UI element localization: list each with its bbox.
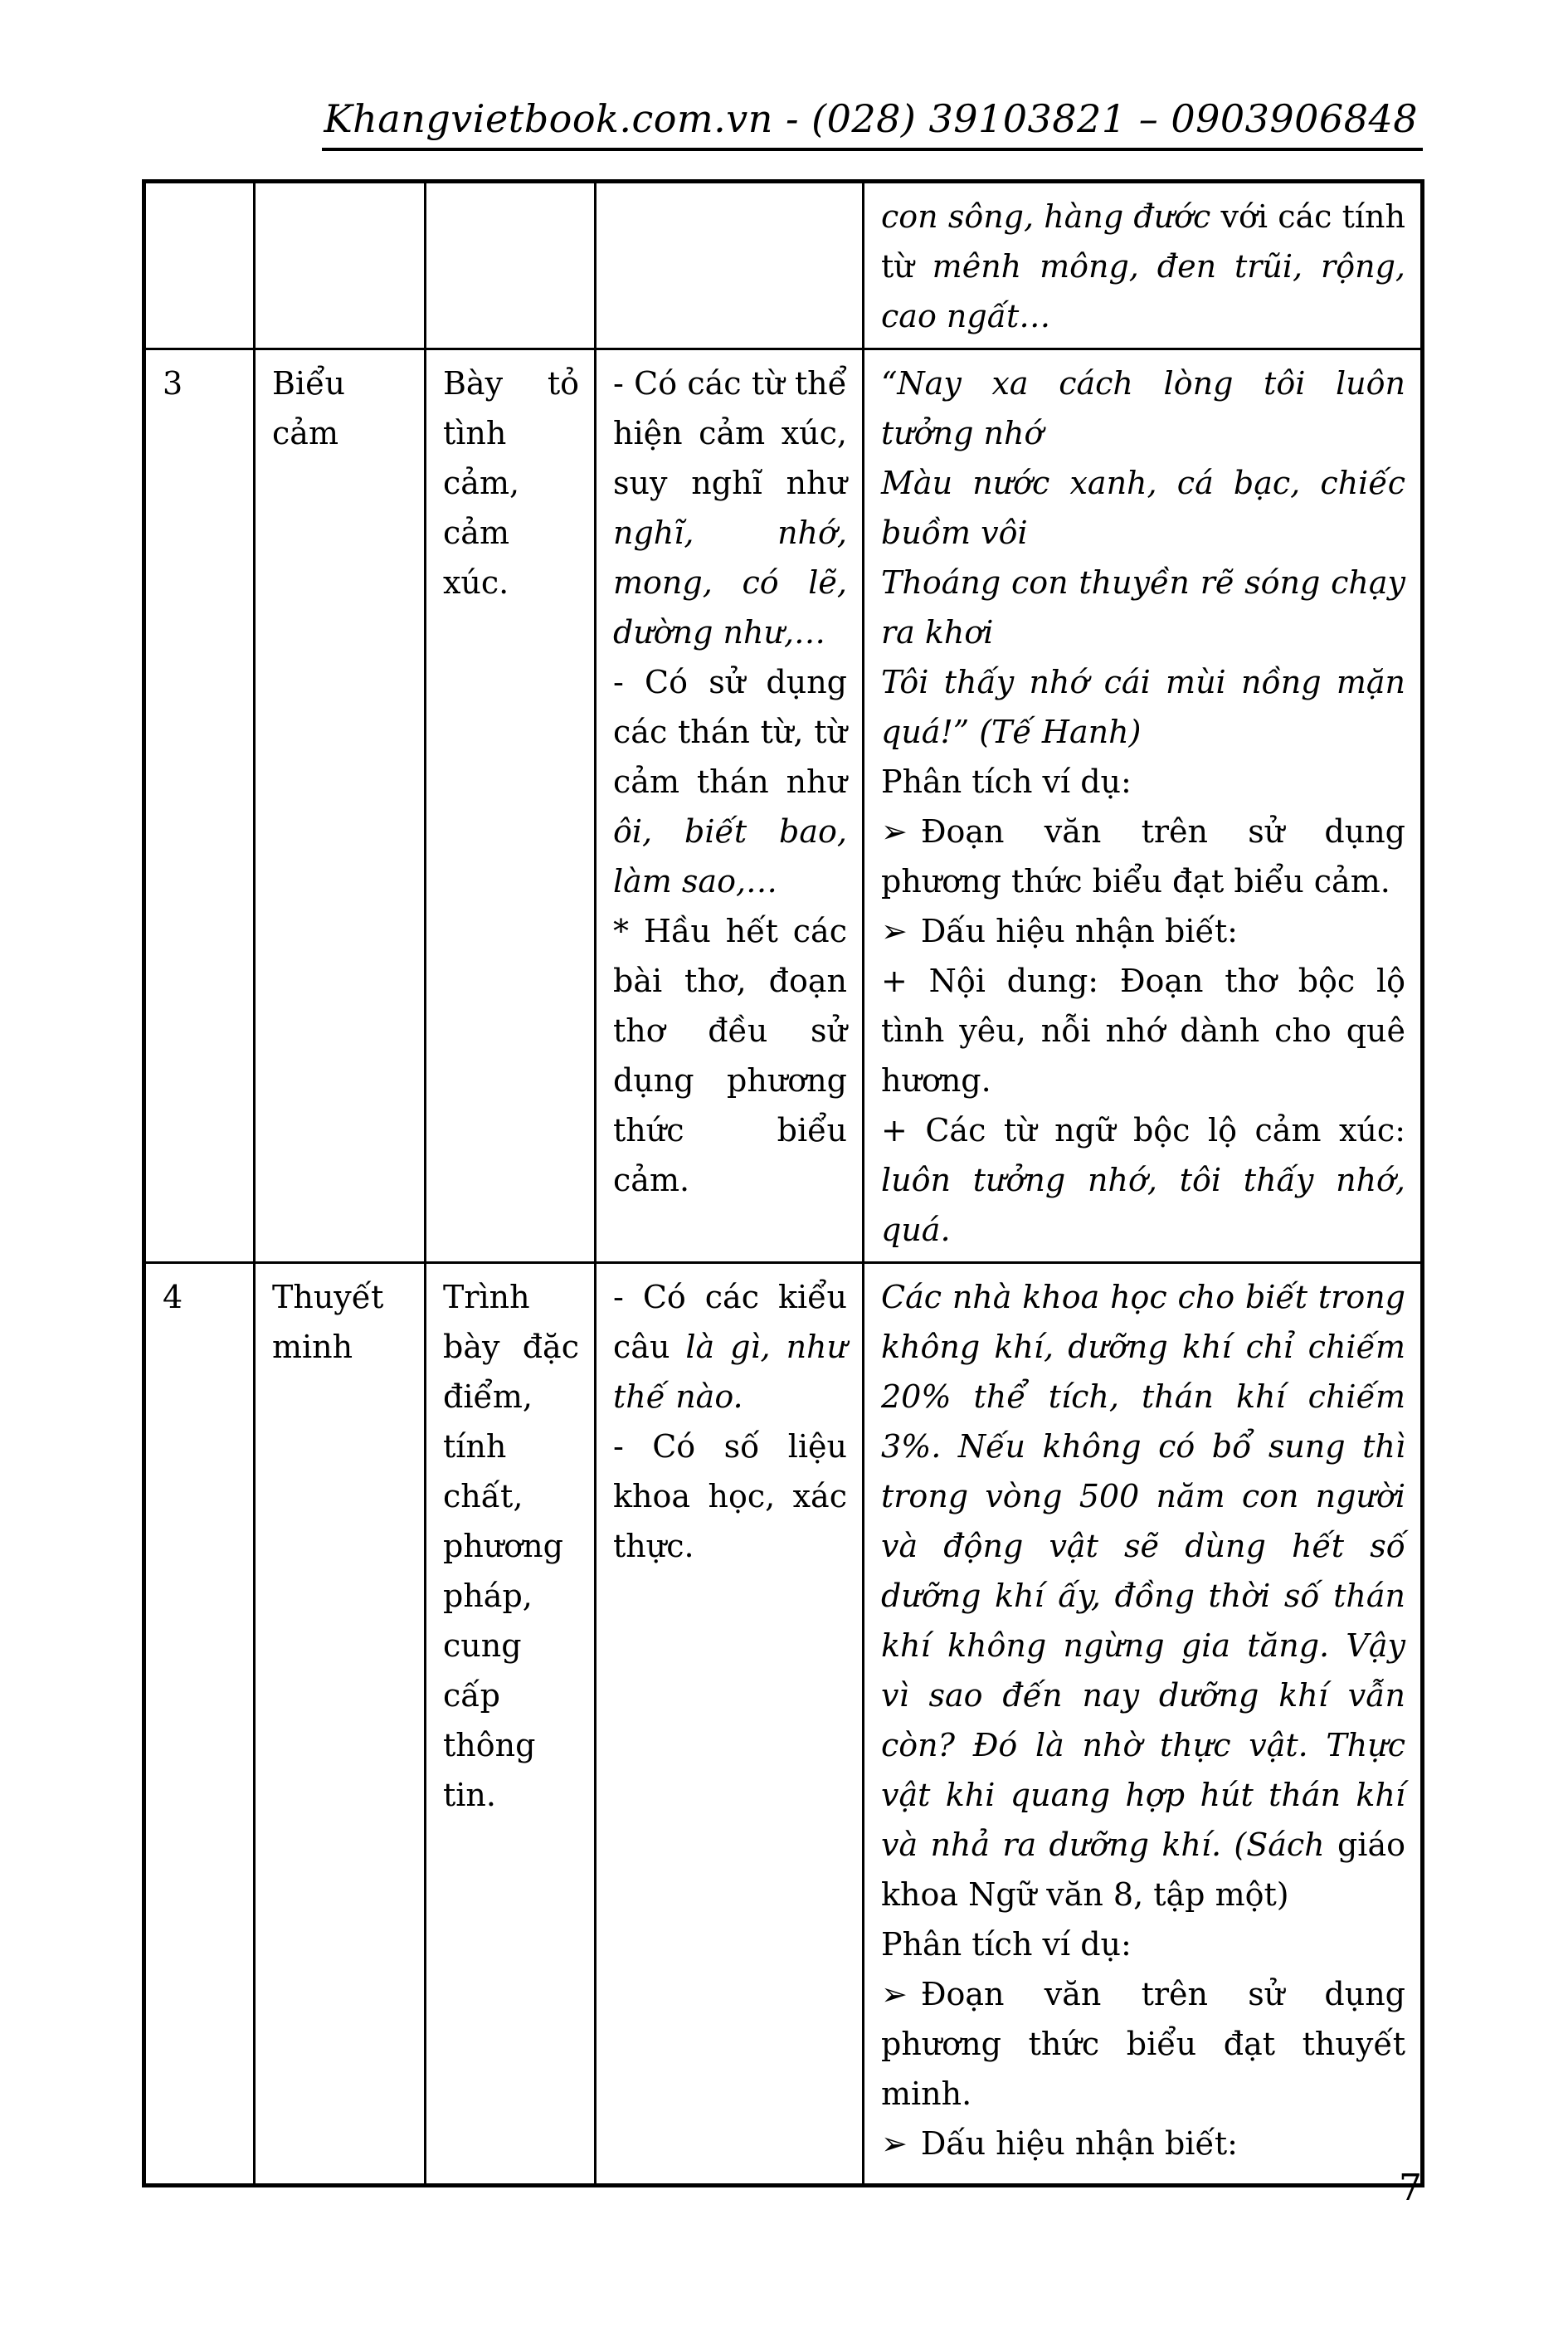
cell-number: 3 (144, 349, 255, 1263)
table-row-thuyet-minh (144, 1263, 1423, 2186)
cell-concept (426, 182, 596, 349)
paragraph (613, 1272, 847, 1422)
paragraph (881, 558, 1405, 657)
text-run: giáo khoa Ngữ văn 8, tập một) (881, 1826, 1405, 1913)
italic-text-run: là gì, như thế nào. (613, 1329, 847, 1415)
cell-mode-name: Biểu cảm (255, 349, 426, 1263)
cell-concept: Trình bày đặc điểm, tính chất, phương pháp, cung cấp thông tin. (426, 1263, 596, 2186)
paragraph (881, 192, 1405, 341)
text-run: + Các từ ngữ bộc lộ cảm xúc: (881, 1112, 1405, 1149)
paragraph (881, 1919, 1405, 1969)
arrow-bullet-icon: ➢ (881, 1976, 908, 2012)
cell-number (144, 182, 255, 349)
text-run: - Có các kiểu câu (613, 1279, 847, 1365)
arrow-bullet-icon: ➢ (881, 2125, 908, 2162)
text-run: Dấu hiệu nhận biết: (920, 913, 1238, 949)
paragraph (881, 358, 1405, 458)
page-number: 7 (1399, 2167, 1422, 2209)
cell-example (864, 182, 1423, 349)
italic-text-run: nghĩ, nhớ, mong, có lẽ, dường như,… (613, 515, 847, 651)
text-run: với các tính từ (881, 198, 1405, 285)
italic-text-run: con sông, hàng đước (881, 198, 1221, 235)
text-run: + Nội dung: Đoạn thơ bộc lộ tình yêu, nỗi nhớ dành cho quê hương. (881, 963, 1405, 1099)
paragraph (881, 807, 1405, 906)
paragraph (881, 906, 1405, 956)
italic-text-run: Màu nước xanh, cá bạc, chiếc buồm vôi (881, 465, 1405, 551)
paragraph (613, 1422, 847, 1571)
cell-signs (596, 182, 864, 349)
cell-mode-name (255, 182, 426, 349)
italic-text-run: Tôi thấy nhớ cái mùi nồng mặn quá!” (Tế Hanh) (881, 664, 1405, 750)
cell-signs (596, 1263, 864, 2186)
cell-example (864, 349, 1423, 1263)
cell-example (864, 1263, 1423, 2186)
italic-text-run: Thoáng con thuyền rẽ sóng chạy ra khơi (881, 564, 1405, 651)
text-run: - Có các từ thể hiện cảm xúc, suy nghĩ như (613, 365, 847, 501)
paragraph (881, 1969, 1405, 2119)
italic-text-run: mênh mông, đen trũi, rộng, cao ngất… (881, 248, 1405, 334)
paragraph (881, 956, 1405, 1105)
text-run: Đoạn văn trên sử dụng phương thức biểu đạt thuyết minh. (881, 1976, 1405, 2112)
text-run: Phân tích ví dụ: (881, 763, 1132, 800)
paragraph (881, 2119, 1405, 2168)
paragraph (881, 458, 1405, 558)
arrow-bullet-icon: ➢ (881, 913, 908, 949)
italic-text-run: ôi, biết bao, làm sao,… (613, 813, 847, 900)
italic-text-run: luôn tưởng nhớ, tôi thấy nhớ, quá. (881, 1162, 1405, 1248)
paragraph (881, 1272, 1405, 1919)
arrow-bullet-icon: ➢ (881, 813, 908, 850)
cell-concept: Bày tỏ tình cảm, cảm xúc. (426, 349, 596, 1263)
text-run: - Có sử dụng các thán từ, từ cảm thán như (613, 664, 847, 800)
text-run: * Hầu hết các bài thơ, đoạn thơ đều sử dụng phương thức biểu cảm. (613, 913, 847, 1198)
text-run: - Có số liệu khoa học, xác thực. (613, 1428, 847, 1564)
cell-mode-name: Thuyết minh (255, 1263, 426, 2186)
paragraph (613, 657, 847, 906)
table-row-bieu-cam (144, 349, 1423, 1263)
paragraph (881, 1105, 1405, 1255)
paragraph (881, 657, 1405, 757)
text-run: Đoạn văn trên sử dụng phương thức biểu đạt biểu cảm. (881, 813, 1405, 900)
paragraph (613, 358, 847, 657)
paragraph (881, 757, 1405, 807)
cell-signs (596, 349, 864, 1263)
page-header-contact: Khangvietbook.com.vn - (028) 39103821 – 0903906848 (322, 95, 1423, 151)
italic-text-run: Các nhà khoa học cho biết trong không khí, dưỡng khí chỉ chiếm 20% thể tích, thán khí chiếm 3%. Nếu không có bổ sung thì trong vòng 500 năm con người và động vật sẽ dùng hết số dưỡng khí ấy, đồng thời số thán khí không ngừng gia tăng. Vậy vì sao đến nay dưỡng khí vẫn còn? Đó là nhờ thực vật. Thực vật khi quang hợp hút thán khí và nhả ra dưỡng khí. (Sách (881, 1279, 1405, 1863)
text-run: Phân tích ví dụ: (881, 1926, 1132, 1963)
expression-modes-table (142, 179, 1424, 2187)
cell-number: 4 (144, 1263, 255, 2186)
paragraph (613, 906, 847, 1205)
text-run: Dấu hiệu nhận biết: (920, 2125, 1238, 2162)
table-row-continued (144, 182, 1423, 349)
italic-text-run: “Nay xa cách lòng tôi luôn tưởng nhớ (881, 365, 1405, 451)
